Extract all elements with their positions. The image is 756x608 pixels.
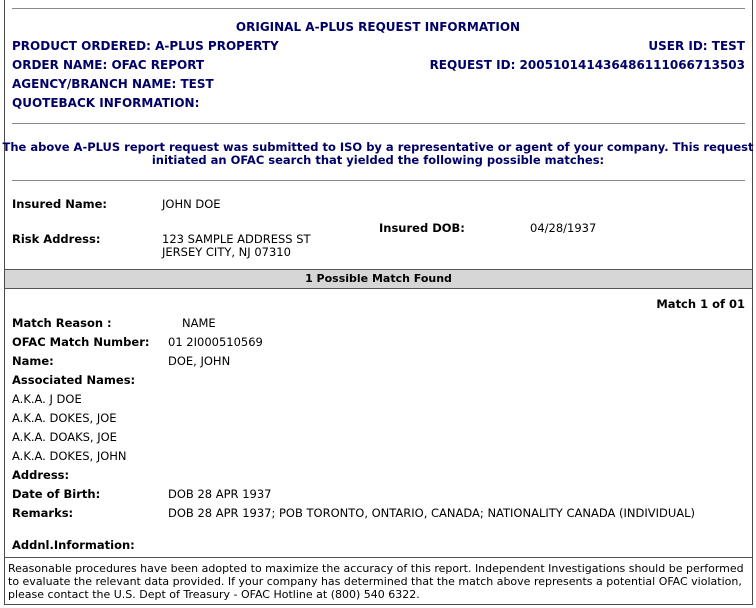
- match-reason-value: NAME: [182, 316, 216, 330]
- date-of-birth-value: DOB 28 APR 1937: [168, 487, 272, 501]
- footer-notice: Reasonable procedures have been adopted to maximize the accuracy of this report. Independent Investigations should be performed to evaluate the relevant data provided. If your company has determined that the match above represents a potential OFAC violation, please contact the U.S. Dept of Treasury - OFAC Hotline at (800) 540 6322.: [8, 562, 744, 601]
- aka-item: A.K.A. DOKES, JOHN: [12, 449, 127, 463]
- order-name: ORDER NAME: OFAC REPORT: [12, 58, 205, 72]
- intro-divider: [12, 180, 745, 181]
- match-counter: Match 1 of 01: [656, 297, 745, 311]
- insured-name-value: JOHN DOE: [162, 197, 221, 211]
- request-id: REQUEST ID: 200510141436486111066713503: [429, 58, 745, 72]
- risk-address-line-2: JERSEY CITY, NJ 07310: [162, 245, 291, 259]
- intro-line-2: initiated an OFAC search that yielded the following possible matches:: [151, 153, 605, 167]
- match-count-bar: 1 Possible Match Found: [5, 269, 752, 289]
- remarks-label: Remarks:: [12, 506, 74, 520]
- risk-address-label: Risk Address:: [12, 232, 101, 246]
- address-label: Address:: [12, 468, 70, 482]
- agency-branch-name: AGENCY/BRANCH NAME: TEST: [12, 77, 214, 91]
- aka-item: A.K.A. J DOE: [12, 392, 82, 406]
- insured-name-label: Insured Name:: [12, 197, 107, 211]
- date-of-birth-label: Date of Birth:: [12, 487, 101, 501]
- match-reason-label: Match Reason :: [12, 316, 112, 330]
- intro-line-1: The above A-PLUS report request was submitted to ISO by a representative or agent of your company. This request: [2, 140, 754, 154]
- header-divider: [12, 123, 745, 124]
- notice-divider: [5, 557, 752, 558]
- report-title: ORIGINAL A-PLUS REQUEST INFORMATION: [235, 20, 521, 34]
- match-name-value: DOE, JOHN: [168, 354, 231, 368]
- risk-address-line-1: 123 SAMPLE ADDRESS ST: [162, 232, 311, 246]
- associated-names-label: Associated Names:: [12, 373, 136, 387]
- insured-dob-value: 04/28/1937: [530, 221, 597, 235]
- aka-item: A.K.A. DOKES, JOE: [12, 411, 117, 425]
- match-name-label: Name:: [12, 354, 54, 368]
- top-divider: [12, 8, 745, 9]
- ofac-match-number-value: 01 2I000510569: [168, 335, 263, 349]
- product-ordered: PRODUCT ORDERED: A-PLUS PROPERTY: [12, 39, 279, 53]
- remarks-value: DOB 28 APR 1937; POB TORONTO, ONTARIO, CANADA; NATIONALITY CANADA (INDIVIDUAL): [168, 506, 696, 520]
- quoteback-information: QUOTEBACK INFORMATION:: [12, 96, 200, 110]
- user-id: USER ID: TEST: [648, 39, 745, 53]
- ofac-match-number-label: OFAC Match Number:: [12, 335, 150, 349]
- insured-dob-label: Insured DOB:: [379, 221, 465, 235]
- additional-information-label: Addnl.Information:: [12, 538, 135, 552]
- aka-item: A.K.A. DOAKS, JOE: [12, 430, 117, 444]
